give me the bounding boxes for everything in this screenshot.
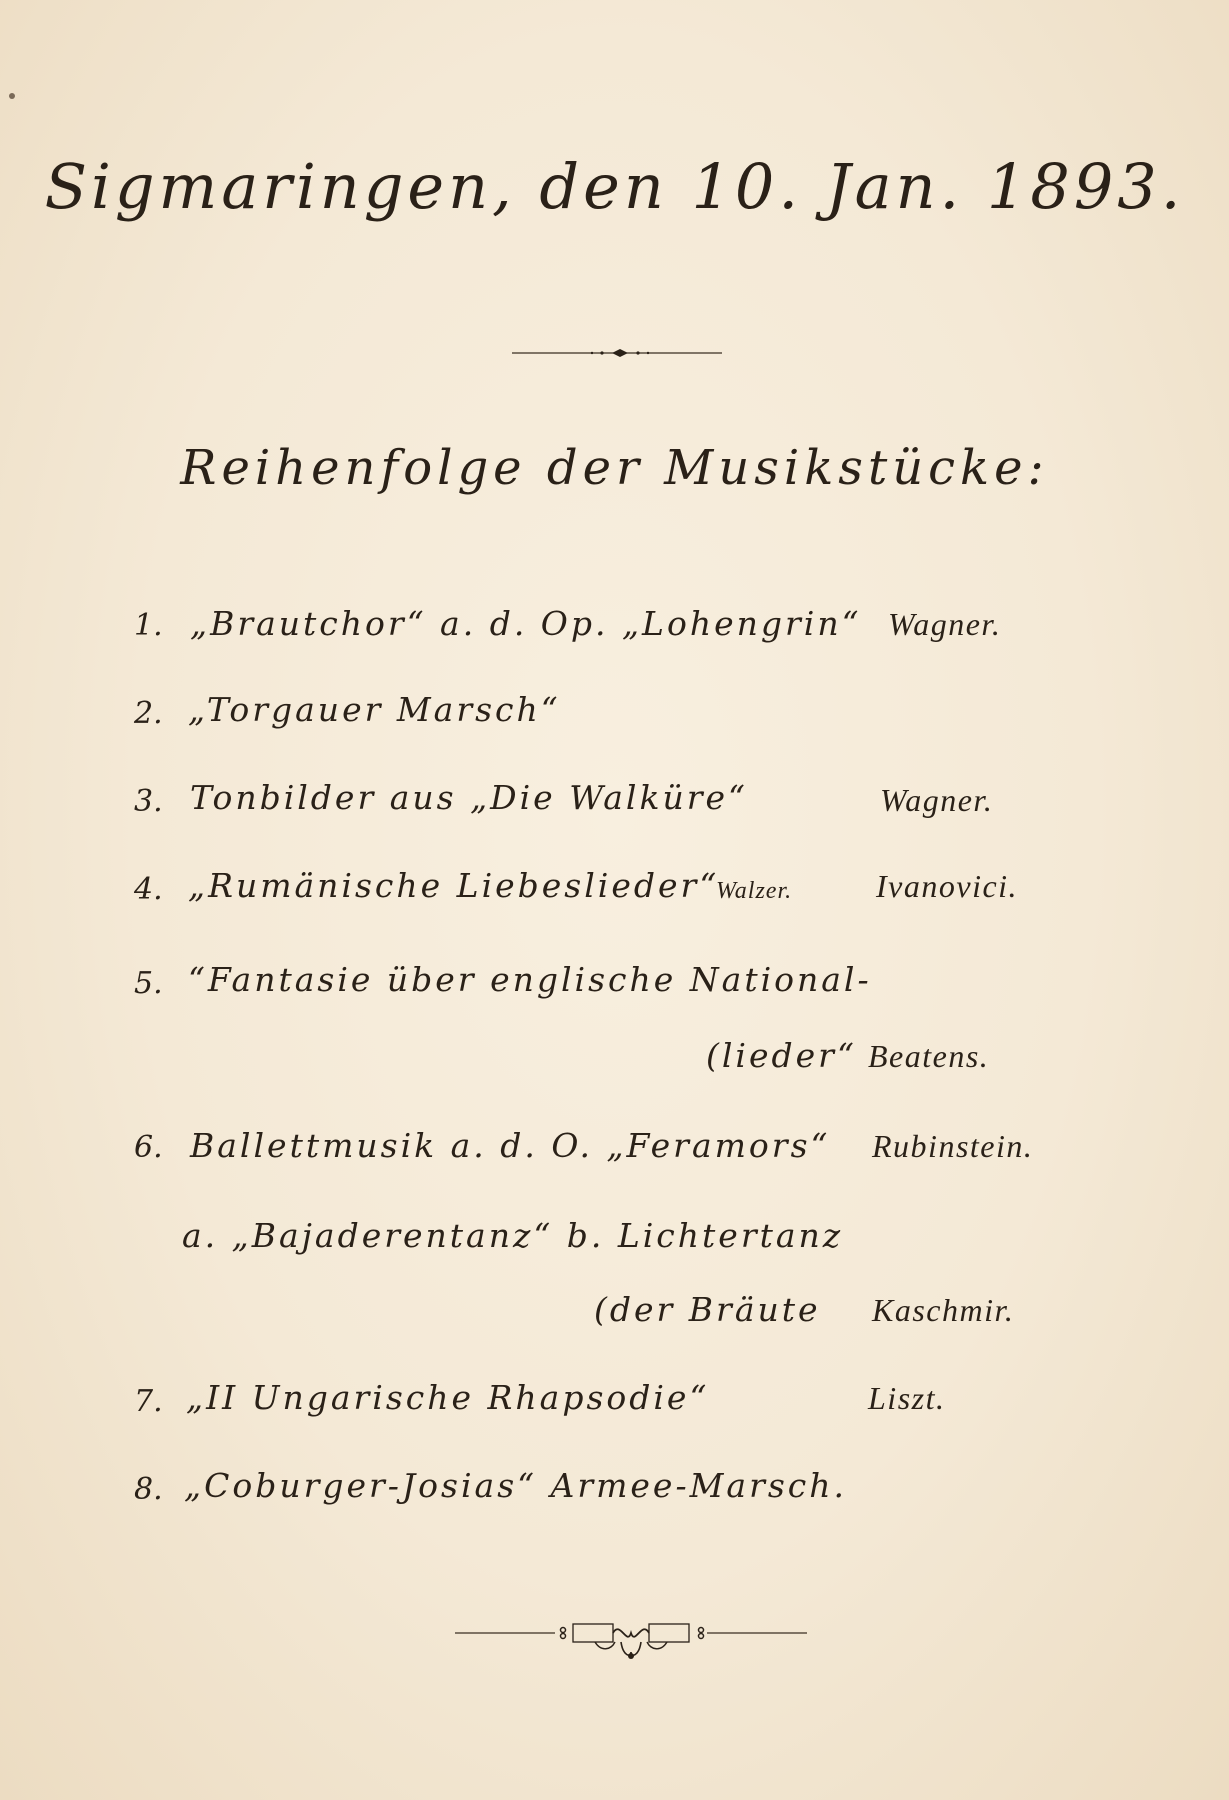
item-composer: Liszt. — [868, 1380, 946, 1416]
item-number: 3. — [134, 784, 163, 819]
item-title: „Coburger-Josias“ Armee-Marsch. — [184, 1466, 848, 1505]
item-subtitle: a. „Bajaderentanz“ b. Lichtertanz — [182, 1216, 844, 1255]
item-number: 8. — [134, 1472, 163, 1507]
item-number: 2. — [134, 696, 163, 731]
item-composer: Wagner. — [880, 782, 994, 818]
item-title: „Torgauer Marsch“ — [188, 690, 561, 729]
item-note: Walzer. — [716, 878, 793, 904]
item-title: „Brautchor“ a. d. Op. „Lohengrin“ — [190, 604, 862, 643]
item-number: 1. — [134, 608, 163, 643]
item-number: 7. — [134, 1384, 163, 1419]
item-title: “Fantasie über englische National- — [188, 960, 872, 999]
item-composer: Rubinstein. — [872, 1128, 1034, 1164]
program-heading: Reihenfolge der Musikstücke: — [180, 440, 1049, 496]
item-title-continuation: (der Bräute — [594, 1290, 821, 1329]
item-number: 5. — [134, 966, 163, 1001]
item-number: 6. — [134, 1130, 163, 1165]
item-title: Tonbilder aus „Die Walküre“ — [190, 778, 748, 817]
ink-speck — [9, 93, 15, 99]
item-title-continuation: (lieder“ — [706, 1036, 857, 1075]
item-title: Ballettmusik a. d. O. „Feramors“ — [190, 1126, 831, 1165]
item-composer: Wagner. — [888, 606, 1002, 642]
page-title: Sigmaringen, den 10. Jan. 1893. — [44, 150, 1185, 223]
divider-ornament — [512, 346, 722, 360]
flourish-ornament — [455, 1616, 807, 1666]
item-composer: Beatens. — [868, 1038, 990, 1074]
item-composer: Kaschmir. — [872, 1292, 1015, 1328]
item-title: „Rumänische Liebeslieder“ — [188, 866, 720, 905]
item-title: „II Ungarische Rhapsodie“ — [186, 1378, 710, 1417]
item-composer: Ivanovici. — [876, 868, 1019, 904]
item-number: 4. — [134, 872, 163, 907]
